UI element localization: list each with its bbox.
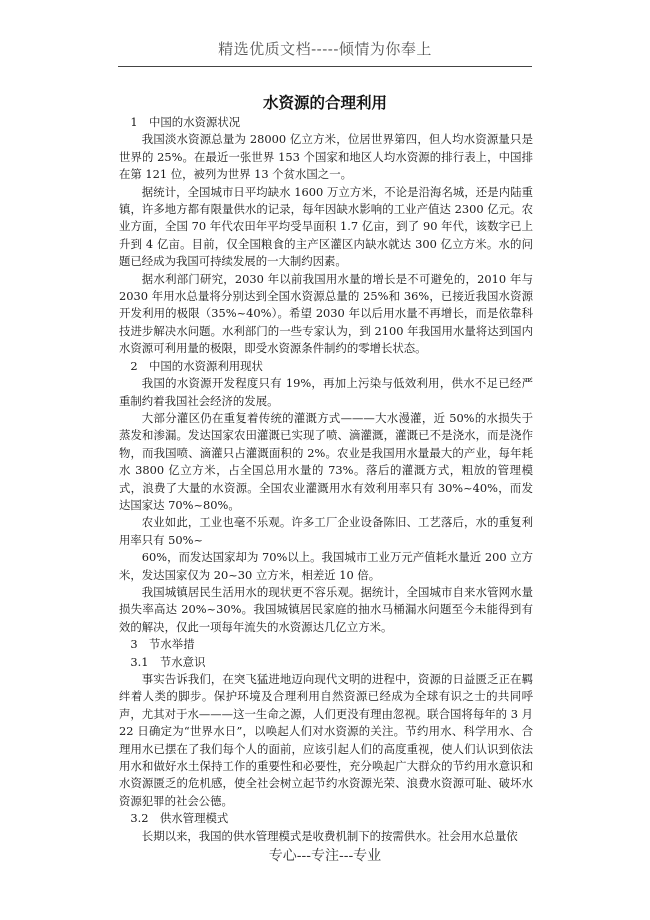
body-paragraph: 60%，而发达国家却为 70%以上。我国城市工业万元产值耗水量近 200 立方米，发达国家仅为 20~30 立方米，相差近 10 倍。 <box>119 550 533 582</box>
body-paragraph: 大部分灌区仍在重复着传统的灌溉方式———大水漫灌，近 50%的水损失于蒸发和渗漏。发达国家农田灌溉已实现了喷、滴灌溉，灌溉已不是浇水，而是浇作物，而我国喷、滴灌只占灌溉面积的 2%。农业是我国用水量最大的产业，每年耗水 3800 亿立方米，占全国总用水量的 73%。落后的灌溉方式，粗放的管理模式，浪费了大量的水资源。全国农业灌溉用水有效利用率只有 30%~40%，而发达国家达 70%~80%。 <box>119 410 533 512</box>
section-heading: 2 中国的水资源利用现状 <box>130 358 263 373</box>
document-body <box>119 114 533 845</box>
body-paragraph: 事实告诉我们，在突飞猛进地迈向现代文明的进程中，资源的日益匮乏正在羁绊着人类的脚步。保护环境及合理利用自然资源已经成为全球有识之士的共同呼声，尤其对于水———这一生命之源，人们更没有理由忽视。联合国将每年的 3 月 22 日确定为“世界水日”，以唤起人们对水资源的关注。节约用水、科学用水、合理用水已摆在了我们每个人的面前，应该引起人们的高度重视，使人们认识到依法用水和做好水土保持工作的重要性和必要性，充分唤起广大群众的节约用水意识和水资源匮乏的危机感，使全社会树立起节约水资源光荣、浪费水资源可耻、破坏水资源犯罪的社会公德。 <box>119 672 533 808</box>
body-paragraph: 我国城镇居民生活用水的现状更不容乐观。据统计，全国城市自来水管网水量损失率高达 20%~30%。我国城镇居民家庭的抽水马桶漏水问题至今未能得到有效的解决，仅此一项每年流失的水资源达几亿立方米。 <box>119 584 533 634</box>
header-divider <box>118 66 532 67</box>
section-heading: 3 节水举措 <box>130 637 195 652</box>
body-paragraph: 农业如此，工业也毫不乐观。许多工厂企业设备陈旧、工艺落后，水的重复利用率只有 50%~ <box>119 515 533 547</box>
body-paragraph: 我国淡水资源总量为 28000 亿立方米，位居世界第四，但人均水资源量只是世界的 25%。在最近一张世界 153 个国家和地区人均水资源的排行表上，中国排在第 121 位，被列为世界 13 个贫水国之一。 <box>119 132 533 182</box>
page-header: 精选优质文档-----倾情为你奉上 <box>218 40 432 58</box>
section-heading: 3.1 节水意识 <box>130 654 206 669</box>
section-heading: 1 中国的水资源状况 <box>130 115 241 129</box>
document-title: 水资源的合理利用 <box>262 94 387 112</box>
page-footer: 专心---专注---专业 <box>268 848 382 864</box>
section-heading: 3.2 供水管理模式 <box>130 811 229 826</box>
body-paragraph: 据水利部门研究，2030 年以前我国用水量的增长是不可避免的，2010 年与 2030 年用水总量将分别达到全国水资源总量的 25%和 36%，已接近我国水资源开发利用的极限（35%~40%）。希望 2030 年以后用水量不再增长，而是依靠科技进步解决水问题。水利部门的一些专家认为，到 2100 年我国用水量将达到国内水资源可利用量的极限，即受水资源条件制约的零增长状态。 <box>119 271 533 356</box>
body-paragraph: 长期以来，我国的供水管理模式是收费机制下的按需供水。社会用水总量依 <box>141 828 518 843</box>
body-paragraph: 据统计，全国城市日平均缺水 1600 万立方米，不论是沿海名城，还是内陆重镇，许多地方都有限量供水的记录，每年因缺水影响的工业产值达 2300 亿元。农业方面，全国 70 年代农田年平均受旱面积 1.7 亿亩，到了 90 年代，该数字已上升到 4 亿亩。目前，仅全国粮食的主产区灌区内缺水就达 300 亿立方米。水的问题已经成为我国可持续发展的一大制约因素。 <box>119 184 533 269</box>
body-paragraph: 我国的水资源开发程度只有 19%，再加上污染与低效利用，供水不足已经严重制约着我国社会经济的发展。 <box>119 376 533 408</box>
